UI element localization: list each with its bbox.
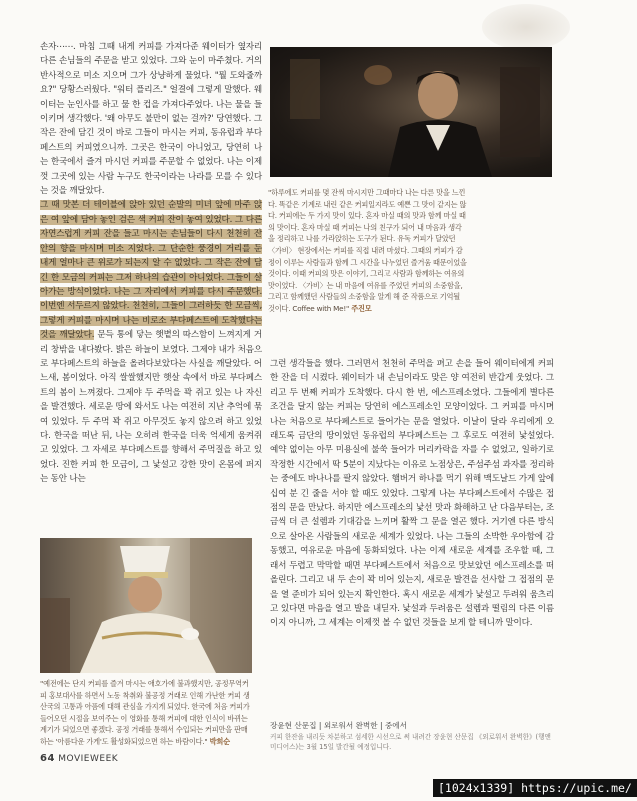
magazine-name: MOVIEWEEK (58, 754, 119, 764)
watermark-stamp: [1024x1339] https://upic.me/ (433, 779, 637, 797)
page-number: 64 (40, 753, 55, 764)
body-paragraph-1: 손자⋯⋯. 마침 그때 내게 커피를 가져다준 웨이터가 옆자리 다른 손님들의 주문을 받고 있었다. 그와 눈이 마주쳤다. 거의 반사적으로 미소 지으며 그가 상냥하게 물었다. "뭘 도와줄까요?" 당황스러웠다. "워터 플리즈." 얼결에 그렇게 말했다. 웨이터는 눈인사를 하고 물 한 컵을 가져다주었다. 나는 물을 들이키며 생각했다. '왜 아무도 불만이 없는 걸까?' 당연했다. 그 작은 잔에 담긴 것이 바로 그들이 마시는 커피, 동유럽과 부다페스트의 커피였으니까. 그곳은 한국이 아니었고, 당연히 나는 한국에서 즐겨 마시던 커피를 주문할 수 없었다. 나는 이제껏 그곳에 있는 사람 누구도 한국이라는 나라를 모를 수 있다는 것을 깨달았다. (40, 42, 262, 197)
caption-bottom-author: 박희순 (209, 736, 230, 746)
caption-top (268, 187, 468, 315)
actor-photo-top (270, 47, 552, 177)
photo-illustration-top (270, 47, 552, 177)
page-folio (40, 753, 118, 764)
left-column-text (40, 40, 262, 487)
book-note-body: 커피 한잔을 내리듯 차분하고 섬세한 시선으로 써 내려간 장윤현 산문집 《외로워서 완벽한》(행앤미디어스)는 3월 15일 발간될 예정입니다. (270, 732, 551, 751)
body-paragraph-2: 문득 통에 닿는 햇볕의 따스함이 느껴지게 거리 창밖을 내다봤다. 밝은 하늘이 보였다. 그제야 내가 처음으로 부다페스트의 하늘을 올려다보았다는 사실을 깨달았다. 어느새, 봄이었다. 아직 쌀쌀했지만 햇살 속에서 바로 부다페스트의 봄이 느껴졌다. 그제야 두 주먹을 꽉 쥐고 있는 나 자신을 발견했다. 세로운 땅에 와서도 나는 여전히 지난 추억에 묶여 있었다. 두 주먹 꽉 쥐고 아무것도 놓지 않으려 하고 있었다. 한국을 떠난 뒤, 나는 오히려 한국을 더욱 억세게 움켜쥐고 있었다. 그 자세로 부다페스트를 향해서 주먹질을 하고 있었다. 진한 커피 한 모금이, 그 낯설고 강한 맛이 온몸에 퍼지는 동안 나는 (40, 330, 262, 485)
decorative-stain (482, 4, 570, 50)
right-column-text (270, 357, 554, 631)
caption-bottom-quote: "예전에는 단지 커피를 즐겨 마시는 애호가에 불과했지만, 공정무역커피 홍보대사를 하면서 노동 착취와 불공정 거래로 인해 가난한 커피 생산국의 고통과 아픔에 대해 관심을 가지게 되었다. 한국에 처음 커피가 들어오던 시절을 보여주는 이 영화를 통해 커피에 대한 인식이 바뀌는 계기가 되었으면 좋겠다. 공정 거래를 통해서 수입되는 커피만을 판매하는 '아름다운 가게'도 활성화되었으면 하는 바람이다." (40, 679, 250, 746)
book-note-title: 장윤현 산문집 | 외로워서 완벽한 | 중에서 (270, 721, 407, 730)
caption-bottom (40, 678, 252, 748)
photo-illustration-bottom (40, 538, 252, 673)
caption-top-author: 주진모 (351, 303, 372, 313)
caption-top-quote: "하루에도 커피를 몇 잔씩 마시지만 그때마다 나는 다른 맛을 느낀다. 똑같은 기계로 내린 같은 커피일지라도 예쁜 그 맛이 같지는 않다. 커피에는 두 가지 맛이 있다. 혼자 마실 때의 맛과 함께 마실 때의 맛이다. 혼자 마실 때 커피는 나의 친구가 되어 내 마음과 생각을 정리하고 나를 가라앉히는 도구가 된다. 유독 커피가 달았던 〈가비〉 현장에서는 커피를 직접 내려 마셨다. 그때의 커피가 감정이 이루는 사람들과 함께 그 시간을 나누었던 즐거움 때문이었을 것이다. 이때 커피의 맛은 이야기, 그리고 사람과 함께하는 여유의 맛이었다. 〈가비〉는 내 마음에 여유를 주었던 커피의 소중함을, 그리고 함께했던 사람들의 소중함을 알게 해 준 작품으로 기억될 것이다. Coffee with Me!" (268, 188, 467, 313)
highlighted-passage: 그 때 맛본 더 테이블에 앉아 있던 순발의 미녀 앞에 마주 앉은 여 앞에 담아 놓인 검은 색 커피 잔이 놓여 있었다. 그 다른 자연스럽게 커피 잔을 들고 마시는 손님들이 다시 천천히 잔 안의 향을 마시며 미소 지었다. 그 단순한 풍경이 거리를 둔 내게 얼마나 큰 위로가 되는지 알 수 없었다. 그 작은 잔에 담긴 한 모금의 커피는 그저 하나의 습관이 아니었다. 그들이 살아가는 방식이었다. 나는 그 자리에서 커피를 다시 주문했다. 이번엔 서두르지 않았다. 천천히, 그들이 그러하듯 한 모금씩, 그렇게 커피를 마시며 나는 비로소 부다페스트에 도착했다는 것을 깨달았다. (40, 200, 262, 341)
actor-photo-bottom (40, 538, 252, 673)
book-note (270, 721, 552, 753)
body-paragraph-3: 그런 생각들을 했다. 그러면서 천천히 주먹을 펴고 손을 들어 웨이터에게 커피 한 잔을 더 시켰다. 웨이터가 내 손님이라도 맞은 양 여전히 반갑게 웃었다. 그리고 두 번째 커피가 도착했다. 다시 한 번, 에스프레소였다. 그들에게 별다른 조건을 달지 않는 커피는 당연히 에스프레소인 모양이었다. 그 커피를 마시며 나는 처음으로 부다페스트로 들어가는 문을 열었다. 이날이 달라 우리에게 오래도록 금단의 땅이었던 동유럽의 부다페스트는 그 후로도 여전히 낯설었다. 예약 없이는 아무 미용실에 불쑥 들어가 머리카락을 자를 수 없었고, 일하기로 작정한 시간에서 딱 5분이 지났다는 이유로 노점상은, 주섬주섬 과자를 정리하는 중에도 바나나를 팔지 않았다. 햄버거 하나를 먹기 위해 맥도날드 가게 앞에 십여 분 긴 줄을 서야 할 때도 있었다. 그렇게 나는 부다페스트에서 수많은 접점의 문을 만났다. 하지만 에스프레소의 낯선 맛과 화해하고 난 다음부터는, 조금씩 더 큰 설렘과 기대감을 느끼며 활짝 그 문을 열곤 했다. 거기엔 다른 방식으로 살아온 사람들의 새로운 세계가 있었다. 나는 그들의 소박한 우아함에 감동했고, 여유로운 마음에 동화되었다. 나는 이제 새로운 세계를 조우할 때, 그래서 두렵고 막막할 때면 부다페스트에서 처음으로 맛보았던 에스프레소를 떠올린다. 그리고 내 두 손이 꽉 비어 있는지, 새로운 발견을 선사할 그 접점의 문을 열 준비가 되어 있는지 확인한다. 혹시 새로운 세계가 낯설고 두려워 움츠리고 있다면 마음을 열고 발을 내딛자. 낯설과 두려움은 설렘과 떨림의 다른 이름이지 아니까, 그 세계는 이제껏 볼 수 없던 것들을 보게 할 테니까 말이다. (270, 359, 554, 629)
